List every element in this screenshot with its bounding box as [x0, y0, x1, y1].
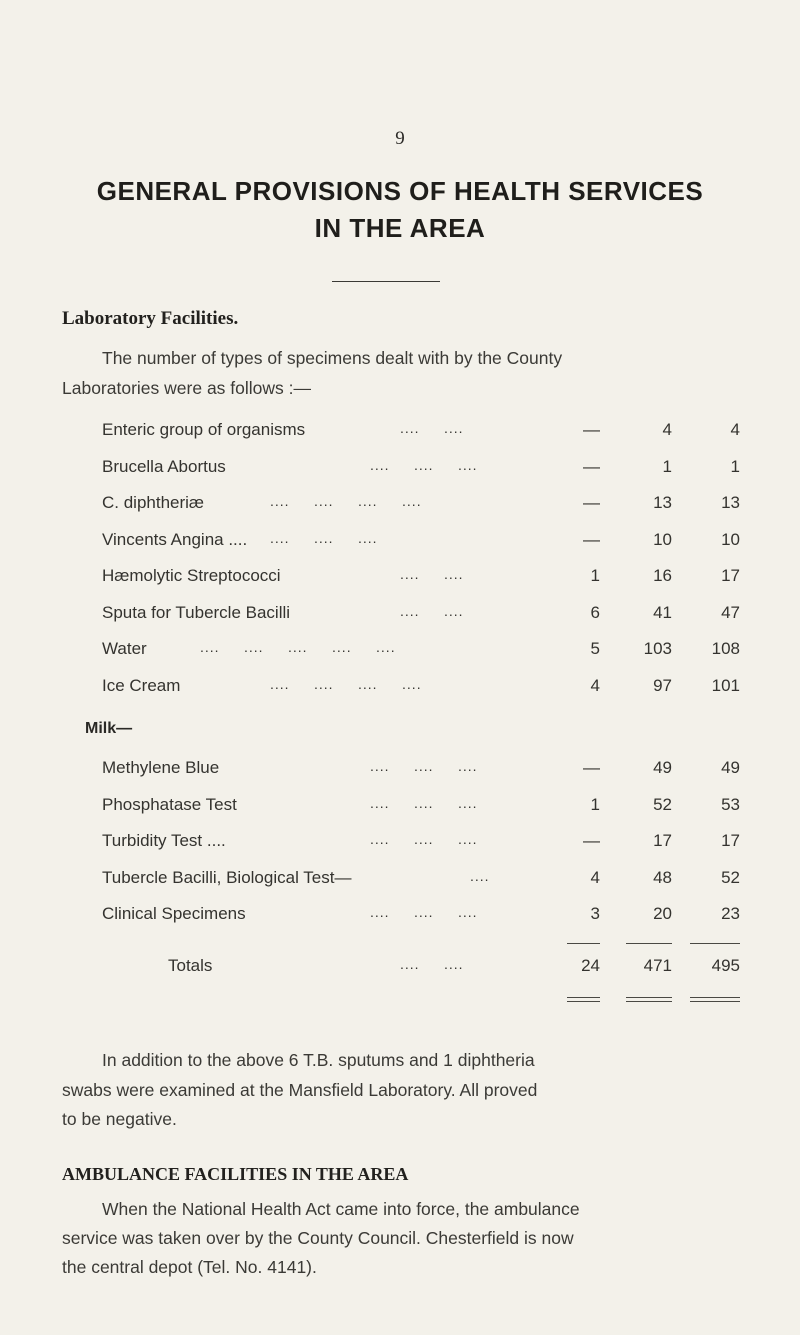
- value-c2: 10: [653, 529, 672, 549]
- table-row: [0, 457, 800, 487]
- table-row-milk: [0, 868, 800, 898]
- row-label: Clinical Specimens: [102, 904, 246, 923]
- table-row: [0, 603, 800, 633]
- ambulance-line-3: the central depot (Tel. No. 4141).: [62, 1257, 317, 1277]
- value-c1: 5: [590, 639, 600, 658]
- lab-heading: Laboratory Facilities.: [62, 308, 239, 329]
- value-c1: —: [583, 529, 600, 549]
- value-c2: 16: [653, 566, 672, 585]
- page-title-line-1: GENERAL PROVISIONS OF HEALTH SERVICES: [96, 176, 704, 206]
- row-label: C. diphtheriæ: [102, 493, 205, 512]
- row-label: Tubercle Bacilli, Biological Test—: [102, 867, 352, 887]
- value-c1: —: [583, 493, 600, 512]
- value-c1: —: [583, 758, 600, 777]
- value-c1: 1: [590, 794, 600, 814]
- value-c2: 1: [662, 456, 672, 476]
- addition-line-1: In addition to the above 6 T.B. sputums and 1 diphtheria: [102, 1050, 535, 1070]
- value-c3: 52: [721, 867, 740, 887]
- row-label: Water: [102, 639, 147, 658]
- page-number: 9: [395, 128, 405, 149]
- row-label: Enteric group of organisms: [102, 420, 306, 439]
- page-title-line-2: IN THE AREA: [314, 213, 486, 243]
- leader-dots: ....: [470, 867, 490, 884]
- value-c3: 101: [711, 675, 740, 695]
- leader-dots: .... ....: [400, 566, 464, 582]
- value-c2: 20: [653, 904, 672, 923]
- value-c2: 41: [653, 602, 672, 622]
- value-c1: —: [583, 456, 600, 476]
- value-c3: 47: [721, 602, 740, 622]
- row-label: Sputa for Tubercle Bacilli: [102, 602, 291, 622]
- lab-intro-line-1: The number of types of specimens dealt with by the County: [102, 348, 563, 368]
- table-row: [0, 676, 800, 706]
- value-c1: 24: [581, 956, 600, 975]
- value-c3: 17: [721, 566, 740, 585]
- addition-line-2: swabs were examined at the Mansfield Laboratory. All proved: [62, 1080, 538, 1100]
- leader-dots: .... .... ....: [370, 904, 478, 920]
- value-c2: 48: [653, 867, 672, 887]
- row-label: Phosphatase Test: [102, 794, 237, 814]
- value-c3: 49: [721, 758, 740, 777]
- table-row: [0, 493, 800, 523]
- table-row: [0, 420, 800, 450]
- value-c3: 53: [721, 794, 740, 814]
- value-c3: 1: [730, 456, 740, 476]
- title-divider: [332, 281, 440, 282]
- double-rule: [567, 997, 600, 1002]
- table-row: [0, 530, 800, 560]
- leader-dots: .... .... .... .... ....: [200, 639, 396, 655]
- sum-rule: [690, 943, 740, 944]
- ambulance-heading: AMBULANCE FACILITIES IN THE AREA: [62, 1164, 409, 1184]
- sum-rule: [567, 943, 600, 944]
- row-label: Hæmolytic Streptococci: [102, 566, 281, 585]
- row-label: Ice Cream: [102, 675, 181, 695]
- double-rule: [690, 997, 740, 1002]
- value-c2: 97: [653, 675, 672, 695]
- leader-dots: .... .... ....: [370, 758, 478, 774]
- leader-dots: .... .... ....: [370, 456, 478, 473]
- leader-dots: .... .... ....: [270, 529, 378, 546]
- leader-dots: .... ....: [400, 956, 464, 972]
- leader-dots: .... .... .... ....: [270, 675, 422, 692]
- row-label: Methylene Blue: [102, 758, 220, 777]
- row-label: Vincents Angina ....: [102, 529, 248, 549]
- value-c2: 13: [653, 493, 672, 512]
- value-c1: 1: [590, 566, 600, 585]
- value-c2: 49: [653, 758, 672, 777]
- totals-row: [0, 956, 800, 986]
- value-c3: 495: [711, 956, 740, 975]
- lab-intro-line-2: Laboratories were as follows :—: [62, 378, 311, 398]
- value-c3: 17: [721, 831, 740, 850]
- value-c3: 108: [711, 639, 740, 658]
- table-row: [0, 566, 800, 596]
- table-row: [0, 639, 800, 669]
- table-row-milk: [0, 758, 800, 788]
- row-label: Turbidity Test ....: [102, 831, 226, 850]
- sum-rule: [626, 943, 672, 944]
- value-c2: 103: [643, 639, 672, 658]
- leader-dots: .... .... ....: [370, 831, 478, 847]
- row-label: Totals: [168, 956, 213, 975]
- addition-line-3: to be negative.: [62, 1109, 177, 1129]
- row-label: Brucella Abortus: [102, 456, 226, 476]
- value-c3: 13: [721, 493, 740, 512]
- table-row-milk: [0, 904, 800, 934]
- table-row-milk: [0, 831, 800, 861]
- leader-dots: .... .... ....: [370, 794, 478, 811]
- ambulance-line-2: service was taken over by the County Council. Chesterfield is now: [62, 1228, 574, 1248]
- value-c1: 4: [590, 675, 600, 695]
- value-c1: 3: [590, 904, 600, 923]
- milk-heading: Milk—: [85, 720, 133, 737]
- value-c2: 4: [662, 420, 672, 439]
- leader-dots: .... .... .... ....: [270, 493, 422, 509]
- leader-dots: .... ....: [400, 420, 464, 436]
- value-c1: —: [583, 831, 600, 850]
- table-row-milk: [0, 795, 800, 825]
- value-c3: 10: [721, 529, 740, 549]
- value-c3: 23: [721, 904, 740, 923]
- value-c1: —: [583, 420, 600, 439]
- leader-dots: .... ....: [400, 602, 464, 619]
- value-c2: 471: [643, 956, 672, 975]
- value-c1: 6: [590, 602, 600, 622]
- value-c3: 4: [730, 420, 740, 439]
- value-c2: 17: [653, 831, 672, 850]
- value-c1: 4: [590, 867, 600, 887]
- double-rule: [626, 997, 672, 1002]
- ambulance-line-1: When the National Health Act came into force, the ambulance: [102, 1199, 580, 1219]
- value-c2: 52: [653, 794, 672, 814]
